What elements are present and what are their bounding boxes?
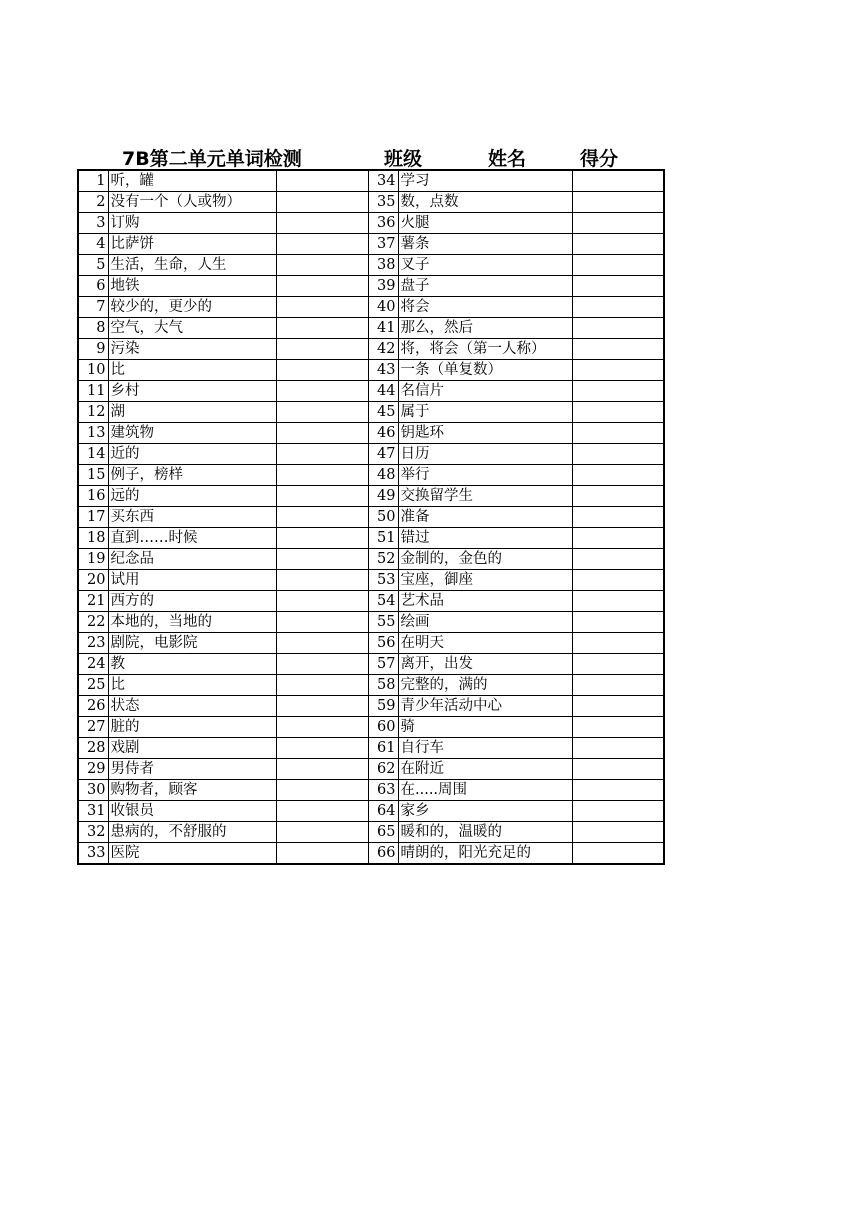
item-number: 22 (78, 612, 108, 633)
table-row (78, 570, 664, 591)
table-row (78, 822, 664, 843)
chinese-word: 绘画 (398, 612, 572, 633)
class-label: 班级 (384, 148, 423, 170)
item-number: 27 (78, 717, 108, 738)
chinese-word: 比萨饼 (108, 234, 276, 255)
chinese-word: 骑 (398, 717, 572, 738)
chinese-word: 名信片 (398, 381, 572, 402)
chinese-word: 订购 (108, 213, 276, 234)
answer-cell[interactable] (276, 654, 368, 675)
answer-cell[interactable] (276, 696, 368, 717)
answer-cell[interactable] (276, 465, 368, 486)
answer-cell[interactable] (276, 486, 368, 507)
table-row (78, 507, 664, 528)
chinese-word: 交换留学生 (398, 486, 572, 507)
chinese-word: 宝座，御座 (398, 570, 572, 591)
chinese-word: 听，罐 (108, 170, 276, 192)
item-number: 41 (368, 318, 398, 339)
answer-cell[interactable] (572, 381, 664, 402)
chinese-word: 患病的，不舒服的 (108, 822, 276, 843)
table-row (78, 213, 664, 234)
answer-cell[interactable] (572, 591, 664, 612)
item-number: 6 (78, 276, 108, 297)
answer-cell[interactable] (276, 381, 368, 402)
answer-cell[interactable] (572, 696, 664, 717)
item-number: 51 (368, 528, 398, 549)
item-number: 56 (368, 633, 398, 654)
answer-cell[interactable] (276, 170, 368, 192)
item-number: 36 (368, 213, 398, 234)
answer-cell[interactable] (572, 759, 664, 780)
chinese-word: 直到……时候 (108, 528, 276, 549)
name-label: 姓名 (488, 148, 527, 170)
table-row (78, 675, 664, 696)
answer-cell[interactable] (572, 444, 664, 465)
chinese-word: 乡村 (108, 381, 276, 402)
chinese-word: 西方的 (108, 591, 276, 612)
chinese-word: 盘子 (398, 276, 572, 297)
answer-cell[interactable] (276, 507, 368, 528)
item-number: 43 (368, 360, 398, 381)
chinese-word: 完整的，满的 (398, 675, 572, 696)
answer-cell[interactable] (572, 170, 664, 192)
item-number: 4 (78, 234, 108, 255)
item-number: 24 (78, 654, 108, 675)
answer-cell[interactable] (276, 801, 368, 822)
answer-cell[interactable] (276, 549, 368, 570)
table-row (78, 381, 664, 402)
item-number: 1 (78, 170, 108, 192)
item-number: 3 (78, 213, 108, 234)
answer-cell[interactable] (276, 759, 368, 780)
item-number: 20 (78, 570, 108, 591)
answer-cell[interactable] (572, 612, 664, 633)
answer-cell[interactable] (276, 843, 368, 865)
table-row (78, 339, 664, 360)
item-number: 34 (368, 170, 398, 192)
item-number: 65 (368, 822, 398, 843)
table-row (78, 360, 664, 381)
chinese-word: 教 (108, 654, 276, 675)
item-number: 10 (78, 360, 108, 381)
item-number: 30 (78, 780, 108, 801)
answer-cell[interactable] (572, 234, 664, 255)
table-row (78, 276, 664, 297)
table-row (78, 255, 664, 276)
item-number: 29 (78, 759, 108, 780)
table-row (78, 444, 664, 465)
chinese-word: 远的 (108, 486, 276, 507)
item-number: 25 (78, 675, 108, 696)
item-number: 33 (78, 843, 108, 865)
answer-cell[interactable] (276, 780, 368, 801)
item-number: 40 (368, 297, 398, 318)
answer-cell[interactable] (276, 612, 368, 633)
chinese-word: 准备 (398, 507, 572, 528)
chinese-word: 污染 (108, 339, 276, 360)
answer-cell[interactable] (572, 339, 664, 360)
table-row (78, 654, 664, 675)
table-row (78, 801, 664, 822)
table-row (78, 402, 664, 423)
chinese-word: 戏剧 (108, 738, 276, 759)
item-number: 48 (368, 465, 398, 486)
answer-cell[interactable] (276, 255, 368, 276)
table-row (78, 633, 664, 654)
chinese-word: 钥匙环 (398, 423, 572, 444)
chinese-word: 离开，出发 (398, 654, 572, 675)
item-number: 50 (368, 507, 398, 528)
item-number: 23 (78, 633, 108, 654)
answer-cell[interactable] (276, 192, 368, 213)
answer-cell[interactable] (572, 633, 664, 654)
answer-cell[interactable] (276, 738, 368, 759)
chinese-word: 在明天 (398, 633, 572, 654)
answer-cell[interactable] (572, 360, 664, 381)
chinese-word: 金制的，金色的 (398, 549, 572, 570)
answer-cell[interactable] (276, 339, 368, 360)
answer-cell[interactable] (572, 297, 664, 318)
item-number: 52 (368, 549, 398, 570)
item-number: 59 (368, 696, 398, 717)
table-row (78, 297, 664, 318)
item-number: 8 (78, 318, 108, 339)
chinese-word: 近的 (108, 444, 276, 465)
chinese-word: 薯条 (398, 234, 572, 255)
chinese-word: 晴朗的，阳光充足的 (398, 843, 572, 865)
item-number: 62 (368, 759, 398, 780)
table-row (78, 759, 664, 780)
answer-cell[interactable] (276, 423, 368, 444)
answer-cell[interactable] (572, 717, 664, 738)
item-number: 13 (78, 423, 108, 444)
answer-cell[interactable] (572, 276, 664, 297)
item-number: 18 (78, 528, 108, 549)
chinese-word: 在附近 (398, 759, 572, 780)
answer-cell[interactable] (276, 528, 368, 549)
table-row (78, 423, 664, 444)
item-number: 32 (78, 822, 108, 843)
chinese-word: 错过 (398, 528, 572, 549)
chinese-word: 一条（单复数） (398, 360, 572, 381)
chinese-word: 空气，大气 (108, 318, 276, 339)
answer-cell[interactable] (572, 528, 664, 549)
page-title: 7B第二单元单词检测 (122, 148, 302, 170)
table-row (78, 486, 664, 507)
answer-cell[interactable] (572, 192, 664, 213)
chinese-word: 艺术品 (398, 591, 572, 612)
answer-cell[interactable] (276, 276, 368, 297)
chinese-word: 地铁 (108, 276, 276, 297)
answer-cell[interactable] (276, 318, 368, 339)
item-number: 31 (78, 801, 108, 822)
answer-cell[interactable] (572, 402, 664, 423)
chinese-word: 在.....周围 (398, 780, 572, 801)
chinese-word: 将，将会（第一人称） (398, 339, 572, 360)
answer-cell[interactable] (572, 318, 664, 339)
item-number: 17 (78, 507, 108, 528)
answer-cell[interactable] (276, 360, 368, 381)
item-number: 11 (78, 381, 108, 402)
chinese-word: 比 (108, 360, 276, 381)
chinese-word: 没有一个（人或物） (108, 192, 276, 213)
table-row (78, 528, 664, 549)
header-row (78, 142, 672, 170)
chinese-word: 医院 (108, 843, 276, 865)
item-number: 55 (368, 612, 398, 633)
table-row (78, 318, 664, 339)
answer-cell[interactable] (276, 675, 368, 696)
answer-cell[interactable] (572, 675, 664, 696)
item-number: 64 (368, 801, 398, 822)
chinese-word: 买东西 (108, 507, 276, 528)
item-number: 45 (368, 402, 398, 423)
chinese-word: 脏的 (108, 717, 276, 738)
item-number: 54 (368, 591, 398, 612)
chinese-word: 将会 (398, 297, 572, 318)
answer-cell[interactable] (572, 780, 664, 801)
answer-cell[interactable] (572, 549, 664, 570)
chinese-word: 剧院，电影院 (108, 633, 276, 654)
chinese-word: 男侍者 (108, 759, 276, 780)
item-number: 42 (368, 339, 398, 360)
chinese-word: 状态 (108, 696, 276, 717)
chinese-word: 湖 (108, 402, 276, 423)
chinese-word: 建筑物 (108, 423, 276, 444)
table-row (78, 696, 664, 717)
answer-cell[interactable] (276, 444, 368, 465)
table-row (78, 549, 664, 570)
answer-cell[interactable] (572, 738, 664, 759)
chinese-word: 叉子 (398, 255, 572, 276)
answer-cell[interactable] (276, 633, 368, 654)
item-number: 39 (368, 276, 398, 297)
item-number: 2 (78, 192, 108, 213)
item-number: 35 (368, 192, 398, 213)
table-row (78, 717, 664, 738)
chinese-word: 暖和的，温暖的 (398, 822, 572, 843)
table-row (78, 780, 664, 801)
table-row (78, 234, 664, 255)
chinese-word: 购物者，顾客 (108, 780, 276, 801)
item-number: 26 (78, 696, 108, 717)
item-number: 19 (78, 549, 108, 570)
table-row (78, 192, 664, 213)
item-number: 38 (368, 255, 398, 276)
answer-cell[interactable] (572, 570, 664, 591)
answer-cell[interactable] (276, 213, 368, 234)
answer-cell[interactable] (572, 213, 664, 234)
table-row (78, 843, 664, 865)
table-row (78, 465, 664, 486)
answer-cell[interactable] (572, 255, 664, 276)
item-number: 60 (368, 717, 398, 738)
item-number: 53 (368, 570, 398, 591)
answer-cell[interactable] (276, 402, 368, 423)
answer-cell[interactable] (276, 591, 368, 612)
chinese-word: 纪念品 (108, 549, 276, 570)
table-row (78, 738, 664, 759)
answer-cell[interactable] (572, 486, 664, 507)
item-number: 15 (78, 465, 108, 486)
answer-cell[interactable] (572, 801, 664, 822)
table-row (78, 170, 664, 192)
item-number: 14 (78, 444, 108, 465)
chinese-word: 属于 (398, 402, 572, 423)
answer-cell[interactable] (276, 570, 368, 591)
chinese-word: 生活，生命，人生 (108, 255, 276, 276)
answer-cell[interactable] (572, 822, 664, 843)
vocabulary-table (77, 169, 665, 865)
item-number: 12 (78, 402, 108, 423)
item-number: 49 (368, 486, 398, 507)
item-number: 58 (368, 675, 398, 696)
chinese-word: 数，点数 (398, 192, 572, 213)
table-row (78, 591, 664, 612)
chinese-word: 收银员 (108, 801, 276, 822)
item-number: 57 (368, 654, 398, 675)
chinese-word: 学习 (398, 170, 572, 192)
chinese-word: 火腿 (398, 213, 572, 234)
answer-cell[interactable] (572, 507, 664, 528)
answer-cell[interactable] (276, 234, 368, 255)
chinese-word: 日历 (398, 444, 572, 465)
chinese-word: 青少年活动中心 (398, 696, 572, 717)
item-number: 16 (78, 486, 108, 507)
item-number: 61 (368, 738, 398, 759)
chinese-word: 本地的，当地的 (108, 612, 276, 633)
chinese-word: 家乡 (398, 801, 572, 822)
answer-cell[interactable] (572, 423, 664, 444)
item-number: 46 (368, 423, 398, 444)
item-number: 44 (368, 381, 398, 402)
answer-cell[interactable] (276, 717, 368, 738)
item-number: 66 (368, 843, 398, 865)
answer-cell[interactable] (572, 654, 664, 675)
answer-cell[interactable] (572, 465, 664, 486)
item-number: 7 (78, 297, 108, 318)
item-number: 9 (78, 339, 108, 360)
chinese-word: 例子，榜样 (108, 465, 276, 486)
score-label: 得分 (580, 148, 619, 170)
answer-cell[interactable] (276, 297, 368, 318)
item-number: 47 (368, 444, 398, 465)
chinese-word: 较少的，更少的 (108, 297, 276, 318)
answer-cell[interactable] (572, 843, 664, 865)
table-row (78, 612, 664, 633)
chinese-word: 举行 (398, 465, 572, 486)
item-number: 37 (368, 234, 398, 255)
answer-cell[interactable] (276, 822, 368, 843)
item-number: 5 (78, 255, 108, 276)
chinese-word: 那么，然后 (398, 318, 572, 339)
item-number: 28 (78, 738, 108, 759)
item-number: 21 (78, 591, 108, 612)
chinese-word: 比 (108, 675, 276, 696)
item-number: 63 (368, 780, 398, 801)
chinese-word: 自行车 (398, 738, 572, 759)
chinese-word: 试用 (108, 570, 276, 591)
